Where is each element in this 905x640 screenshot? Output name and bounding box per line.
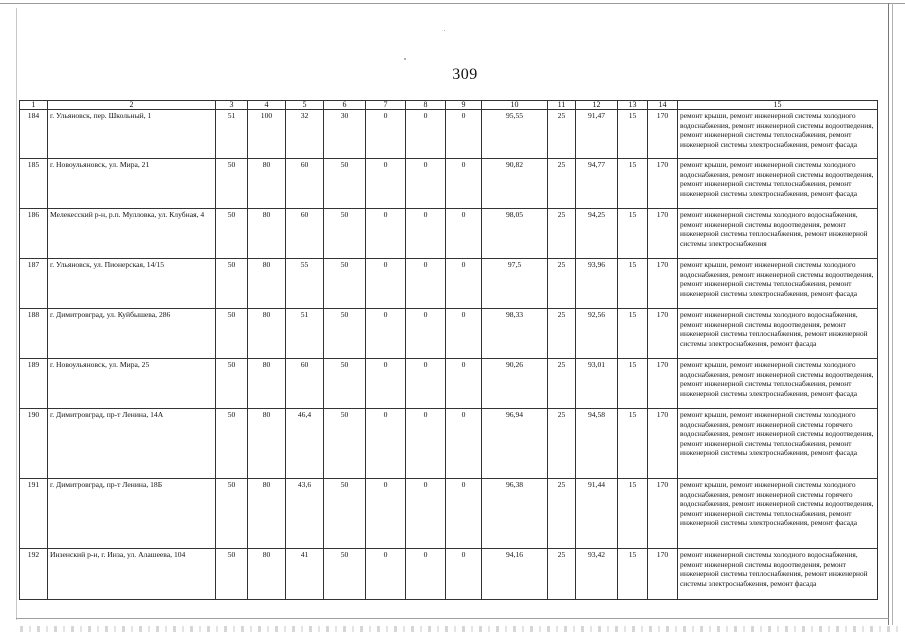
value-cell-c13: 15 bbox=[618, 549, 648, 600]
value-cell-c9: 0 bbox=[446, 259, 482, 309]
value-cell-c3: 50 bbox=[216, 159, 248, 209]
column-header-9: 9 bbox=[446, 101, 482, 110]
address-cell: г. Димитровград, ул. Куйбышева, 286 bbox=[48, 309, 216, 359]
value-cell-c3: 50 bbox=[216, 359, 248, 409]
value-cell-c14: 170 bbox=[648, 479, 678, 549]
value-cell-c7: 0 bbox=[366, 309, 406, 359]
value-cell-c14: 170 bbox=[648, 359, 678, 409]
table-row bbox=[20, 409, 878, 479]
value-cell-c3: 50 bbox=[216, 309, 248, 359]
value-cell-c12: 94,77 bbox=[576, 159, 618, 209]
column-number-row bbox=[20, 101, 878, 110]
scan-noise-strip bbox=[20, 626, 900, 632]
row-number-cell: 188 bbox=[20, 309, 48, 359]
value-cell-c7: 0 bbox=[366, 209, 406, 259]
value-cell-c6: 50 bbox=[324, 479, 366, 549]
value-cell-c13: 15 bbox=[618, 479, 648, 549]
value-cell-c6: 30 bbox=[324, 110, 366, 159]
works-cell: ремонт инженерной системы холодного водоснабжения, ремонт инженерной системы водоотведения, ремонт инженерной системы теплоснабжения, ремонт инженерной системы электроснабжения, ремонт фасада bbox=[678, 309, 878, 359]
page-number: 309 bbox=[452, 66, 478, 83]
value-cell-c12: 91,44 bbox=[576, 479, 618, 549]
value-cell-c7: 0 bbox=[366, 159, 406, 209]
address-cell: Инзенский р-н, г. Инза, ул. Алашеева, 104 bbox=[48, 549, 216, 600]
value-cell-c4: 80 bbox=[248, 259, 286, 309]
value-cell-c6: 50 bbox=[324, 259, 366, 309]
row-number-cell: 189 bbox=[20, 359, 48, 409]
address-cell: г. Димитровград, пр-т Ленина, 18Б bbox=[48, 479, 216, 549]
row-number-cell: 187 bbox=[20, 259, 48, 309]
value-cell-c10: 96,38 bbox=[482, 479, 548, 549]
address-cell: Мелекесский р-н, р.п. Мулловка, ул. Клубная, 4 bbox=[48, 209, 216, 259]
column-header-12: 12 bbox=[576, 101, 618, 110]
value-cell-c3: 50 bbox=[216, 549, 248, 600]
value-cell-c4: 80 bbox=[248, 309, 286, 359]
column-header-15: 15 bbox=[678, 101, 878, 110]
value-cell-c13: 15 bbox=[618, 259, 648, 309]
value-cell-c8: 0 bbox=[406, 549, 446, 600]
value-cell-c13: 15 bbox=[618, 159, 648, 209]
row-number-cell: 192 bbox=[20, 549, 48, 600]
value-cell-c14: 170 bbox=[648, 549, 678, 600]
value-cell-c14: 170 bbox=[648, 259, 678, 309]
column-header-10: 10 bbox=[482, 101, 548, 110]
scan-border-right bbox=[888, 3, 889, 625]
value-cell-c14: 170 bbox=[648, 409, 678, 479]
works-cell: ремонт крыши, ремонт инженерной системы холодного водоснабжения, ремонт инженерной системы водоотведения, ремонт инженерной системы теплоснабжения, ремонт инженерной системы электроснабжения, ремонт фасада bbox=[678, 259, 878, 309]
value-cell-c10: 98,05 bbox=[482, 209, 548, 259]
value-cell-c8: 0 bbox=[406, 159, 446, 209]
table-row bbox=[20, 159, 878, 209]
value-cell-c7: 0 bbox=[366, 259, 406, 309]
table-body bbox=[20, 110, 878, 600]
value-cell-c10: 94,16 bbox=[482, 549, 548, 600]
value-cell-c3: 51 bbox=[216, 110, 248, 159]
address-cell: г. Димитровград, пр-т Ленина, 14А bbox=[48, 409, 216, 479]
table-row bbox=[20, 549, 878, 600]
value-cell-c7: 0 bbox=[366, 549, 406, 600]
value-cell-c7: 0 bbox=[366, 409, 406, 479]
column-header-4: 4 bbox=[248, 101, 286, 110]
address-cell: г. Ульяновск, ул. Пионерская, 14/15 bbox=[48, 259, 216, 309]
value-cell-c9: 0 bbox=[446, 110, 482, 159]
value-cell-c8: 0 bbox=[406, 110, 446, 159]
value-cell-c8: 0 bbox=[406, 209, 446, 259]
column-header-6: 6 bbox=[324, 101, 366, 110]
value-cell-c8: 0 bbox=[406, 409, 446, 479]
value-cell-c12: 93,42 bbox=[576, 549, 618, 600]
value-cell-c14: 170 bbox=[648, 209, 678, 259]
value-cell-c11: 25 bbox=[548, 549, 576, 600]
scan-border-top bbox=[0, 3, 905, 4]
value-cell-c4: 80 bbox=[248, 409, 286, 479]
value-cell-c9: 0 bbox=[446, 409, 482, 479]
value-cell-c7: 0 bbox=[366, 479, 406, 549]
value-cell-c13: 15 bbox=[618, 409, 648, 479]
row-number-cell: 191 bbox=[20, 479, 48, 549]
row-number-cell: 185 bbox=[20, 159, 48, 209]
value-cell-c14: 170 bbox=[648, 159, 678, 209]
value-cell-c9: 0 bbox=[446, 359, 482, 409]
value-cell-c13: 15 bbox=[618, 209, 648, 259]
value-cell-c5: 51 bbox=[286, 309, 324, 359]
table-row bbox=[20, 479, 878, 549]
value-cell-c5: 41 bbox=[286, 549, 324, 600]
value-cell-c5: 60 bbox=[286, 209, 324, 259]
value-cell-c12: 94,58 bbox=[576, 409, 618, 479]
works-cell: ремонт крыши, ремонт инженерной системы холодного водоснабжения, ремонт инженерной системы горячего водоснабжения, ремонт инженерной системы водоотведения, ремонт инженерной системы теплоснабжения, ремонт инженерной системы электроснабжения, ремонт фасада bbox=[678, 479, 878, 549]
address-cell: г. Новоульяновск, ул. Мира, 21 bbox=[48, 159, 216, 209]
value-cell-c5: 60 bbox=[286, 159, 324, 209]
value-cell-c11: 25 bbox=[548, 209, 576, 259]
scan-border-bottom bbox=[16, 618, 889, 619]
value-cell-c12: 92,56 bbox=[576, 309, 618, 359]
works-cell: ремонт крыши, ремонт инженерной системы холодного водоснабжения, ремонт инженерной системы водоотведения, ремонт инженерной системы теплоснабжения, ремонт инженерной системы электроснабжения, ремонт фасада bbox=[678, 359, 878, 409]
column-header-8: 8 bbox=[406, 101, 446, 110]
table-row bbox=[20, 309, 878, 359]
value-cell-c7: 0 bbox=[366, 359, 406, 409]
column-header-2: 2 bbox=[48, 101, 216, 110]
column-header-7: 7 bbox=[366, 101, 406, 110]
works-cell: ремонт крыши, ремонт инженерной системы холодного водоснабжения, ремонт инженерной системы водоотведения, ремонт инженерной системы теплоснабжения, ремонт инженерной системы электроснабжения, ремонт фасада bbox=[678, 159, 878, 209]
scan-speck bbox=[444, 30, 445, 31]
value-cell-c11: 25 bbox=[548, 409, 576, 479]
value-cell-c11: 25 bbox=[548, 110, 576, 159]
column-header-1: 1 bbox=[20, 101, 48, 110]
table-row bbox=[20, 259, 878, 309]
scan-border-right-inner bbox=[892, 3, 893, 625]
value-cell-c13: 15 bbox=[618, 110, 648, 159]
works-cell: ремонт инженерной системы холодного водоснабжения, ремонт инженерной системы водоотведения, ремонт инженерной системы теплоснабжения, ремонт инженерной системы электроснабжения bbox=[678, 209, 878, 259]
value-cell-c4: 80 bbox=[248, 549, 286, 600]
value-cell-c9: 0 bbox=[446, 309, 482, 359]
value-cell-c12: 94,25 bbox=[576, 209, 618, 259]
value-cell-c5: 60 bbox=[286, 359, 324, 409]
value-cell-c6: 50 bbox=[324, 359, 366, 409]
value-cell-c5: 43,6 bbox=[286, 479, 324, 549]
column-header-11: 11 bbox=[548, 101, 576, 110]
value-cell-c9: 0 bbox=[446, 549, 482, 600]
value-cell-c14: 170 bbox=[648, 110, 678, 159]
table-row bbox=[20, 209, 878, 259]
value-cell-c3: 50 bbox=[216, 479, 248, 549]
column-header-14: 14 bbox=[648, 101, 678, 110]
row-number-cell: 186 bbox=[20, 209, 48, 259]
value-cell-c8: 0 bbox=[406, 359, 446, 409]
value-cell-c6: 50 bbox=[324, 549, 366, 600]
table-row bbox=[20, 359, 878, 409]
works-cell: ремонт инженерной системы холодного водоснабжения, ремонт инженерной системы водоотведения, ремонт инженерной системы теплоснабжения, ремонт инженерной системы электроснабжения, ремонт фасада bbox=[678, 549, 878, 600]
value-cell-c10: 90,82 bbox=[482, 159, 548, 209]
value-cell-c8: 0 bbox=[406, 259, 446, 309]
value-cell-c13: 15 bbox=[618, 359, 648, 409]
value-cell-c9: 0 bbox=[446, 209, 482, 259]
value-cell-c4: 100 bbox=[248, 110, 286, 159]
value-cell-c8: 0 bbox=[406, 309, 446, 359]
value-cell-c10: 96,94 bbox=[482, 409, 548, 479]
value-cell-c12: 91,47 bbox=[576, 110, 618, 159]
value-cell-c8: 0 bbox=[406, 479, 446, 549]
value-cell-c10: 98,33 bbox=[482, 309, 548, 359]
value-cell-c11: 25 bbox=[548, 309, 576, 359]
table-row bbox=[20, 110, 878, 159]
works-cell: ремонт крыши, ремонт инженерной системы холодного водоснабжения, ремонт инженерной системы горячего водоснабжения, ремонт инженерной системы водоотведения, ремонт инженерной системы теплоснабжения, ремонт инженерной системы электроснабжения, ремонт фасада bbox=[678, 409, 878, 479]
repair-schedule-table bbox=[19, 100, 878, 600]
value-cell-c10: 90,26 bbox=[482, 359, 548, 409]
scan-border-left bbox=[16, 8, 17, 620]
value-cell-c6: 50 bbox=[324, 309, 366, 359]
value-cell-c14: 170 bbox=[648, 309, 678, 359]
column-header-5: 5 bbox=[286, 101, 324, 110]
value-cell-c11: 25 bbox=[548, 479, 576, 549]
scan-speck bbox=[404, 58, 406, 60]
value-cell-c4: 80 bbox=[248, 479, 286, 549]
column-header-3: 3 bbox=[216, 101, 248, 110]
value-cell-c5: 46,4 bbox=[286, 409, 324, 479]
address-cell: г. Ульяновск, пер. Школьный, 1 bbox=[48, 110, 216, 159]
row-number-cell: 184 bbox=[20, 110, 48, 159]
value-cell-c9: 0 bbox=[446, 159, 482, 209]
value-cell-c5: 55 bbox=[286, 259, 324, 309]
works-cell: ремонт крыши, ремонт инженерной системы холодного водоснабжения, ремонт инженерной системы водоотведения, ремонт инженерной системы теплоснабжения, ремонт инженерной системы электроснабжения, ремонт фасада bbox=[678, 110, 878, 159]
value-cell-c3: 50 bbox=[216, 209, 248, 259]
value-cell-c12: 93,96 bbox=[576, 259, 618, 309]
value-cell-c6: 50 bbox=[324, 409, 366, 479]
value-cell-c13: 15 bbox=[618, 309, 648, 359]
value-cell-c5: 32 bbox=[286, 110, 324, 159]
value-cell-c6: 50 bbox=[324, 159, 366, 209]
value-cell-c11: 25 bbox=[548, 259, 576, 309]
value-cell-c11: 25 bbox=[548, 159, 576, 209]
value-cell-c6: 50 bbox=[324, 209, 366, 259]
value-cell-c7: 0 bbox=[366, 110, 406, 159]
value-cell-c4: 80 bbox=[248, 359, 286, 409]
value-cell-c4: 80 bbox=[248, 159, 286, 209]
address-cell: г. Новоульяновск, ул. Мира, 25 bbox=[48, 359, 216, 409]
value-cell-c3: 50 bbox=[216, 259, 248, 309]
value-cell-c11: 25 bbox=[548, 359, 576, 409]
value-cell-c9: 0 bbox=[446, 479, 482, 549]
value-cell-c3: 50 bbox=[216, 409, 248, 479]
value-cell-c10: 95,55 bbox=[482, 110, 548, 159]
value-cell-c4: 80 bbox=[248, 209, 286, 259]
value-cell-c12: 93,01 bbox=[576, 359, 618, 409]
value-cell-c10: 97,5 bbox=[482, 259, 548, 309]
column-header-13: 13 bbox=[618, 101, 648, 110]
row-number-cell: 190 bbox=[20, 409, 48, 479]
